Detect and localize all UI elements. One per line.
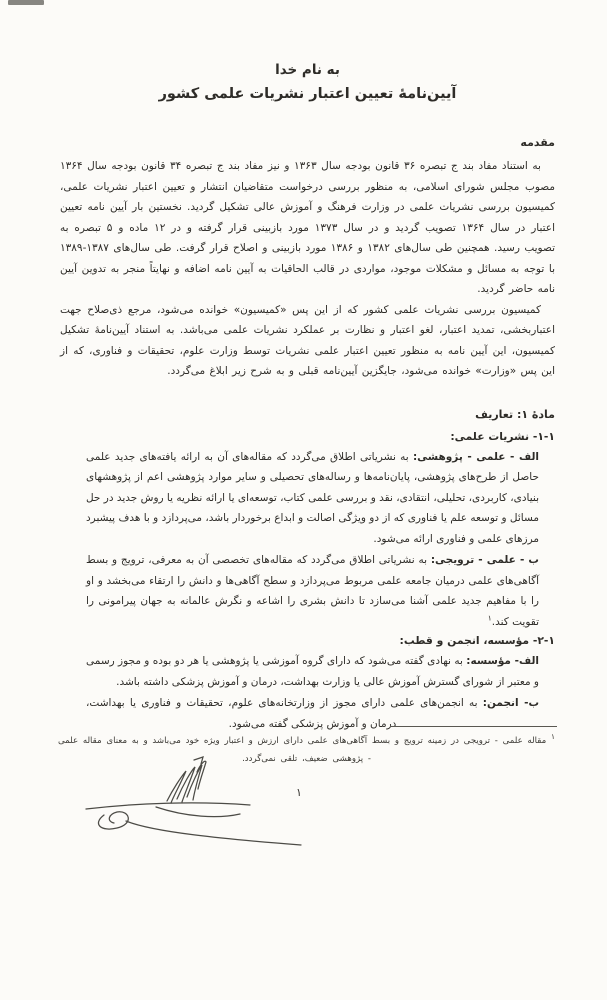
definition-label: الف- مؤسسه:	[466, 655, 539, 667]
definition-item-scientific-promotional	[86, 550, 539, 632]
footnote-reference-mark: ۱	[487, 613, 492, 622]
footnote-text: مقاله علمی - ترویجی در زمینه ترویج و بسط آگاهی‌های علمی دارای ارزش و اعتبار ویژه خود می‌باشد و به معنای مقاله علمی - پژوهشی ضعیف، تلقی نمی‌گردد.	[58, 736, 547, 764]
clause-1-1-heading	[60, 430, 555, 443]
clause-1-2-number: ۱‏-۲-	[532, 634, 555, 647]
intro-paragraph-1: به استناد مفاد بند ج تبصره ۳۶ قانون بودجه سال ۱۳۶۳ و نیز مفاد بند ج تبصره ۳۴ قانون بودجه سال ۱۳۶۴ مصوب مجلس شورای اسلامی، به منظور بررسی درخواست متقاضیان انتشار و تعیین اعتبار نشریات علمی، کمیسیون بررسی نشریات علمی در وزارت فرهنگ و آموزش عالی تشکیل گردید. نخستین بار آیین نامه تعیین اعتبار در سال ۱۳۶۴ تصویب گردید و در سال ۱۳۷۳ مورد بازبینی قرار گرفته و در ۱۲ ماده و ۵ تبصره به تصویب رسید. همچنین طی سال‌های ۱۳۸۲ و ۱۳۸۶ مورد بازبینی و اصلاح قرار گرفت. طی سال‌های ۱۳۸۷‏-۱۳۸۹ با توجه به مسائل و مشکلات موجود، مواردی در قالب الحاقیات به آیین نامه اضافه و نهایتاً منجر به تدوین آیین نامه حاضر گردید.	[60, 160, 556, 295]
definition-label: الف - علمی - پژوهشی:	[412, 450, 539, 463]
clause-1-2-heading	[60, 634, 555, 647]
footnote-marker: ۱	[550, 732, 555, 742]
definition-text: به نشریاتی اطلاق می‌گردد که مقاله‌های تخصصی آن به معرفی، ترویج و بسط آگاهی‌های علمی درمیان جامعه علمی مربوط می‌پردازد و سطح آگاهی‌ها و دانش را ارتقاء می‌بخشد و او را با مفاهیم جدید علمی آشنا می‌سازد تا دانش بشری را اشاعه و نگرش عالمانه به جهان پیرامونی را تقویت کند.	[86, 554, 539, 628]
page-number: ۱	[296, 786, 302, 799]
definition-text: به نشریاتی اطلاق می‌گردد که مقاله‌های آن به ارائه یافته‌های جدید علمی حاصل از طرح‌های پژوهشی، پایان‌نامه‌ها و رساله‌های تحصیلی و سایر موارد پژوهشی اعم از پژوهشهای بنیادی، کاربردی، تحلیلی، انتقادی، نقد و بررسی علمی کتاب، توسعه‌ای یا ارائه نظریه یا روش جدید در حل مسائل و توسعه علم یا فناوری که از دو ویژگی اصالت و ابداع برخوردار باشد، می‌پردازد و با هدف پیشبرد مرزهای علمی و فناوری ارائه می‌شود.	[85, 450, 539, 545]
definition-label: ب - علمی - ترویجی:	[430, 554, 539, 566]
footnote-separator-line	[390, 726, 557, 727]
clause-1-1-number: ۱-۱-	[532, 429, 555, 443]
signature-scrawl	[68, 756, 323, 848]
bismillah-heading: به نام خدا	[275, 62, 340, 78]
intro-paragraph-2: کمیسیون بررسی نشریات علمی کشور که از این پس «کمیسیون» خوانده می‌شود، مرجع ذی‌صلاح جهت اعتباربخشی، تمدید اعتبار، لغو اعتبار و نظارت بر عملکرد نشریات علمی می‌باشد. به استناد آیین‌نامهٔ تشکیل کمیسیون، این آیین نامه به منظور تعیین اعتبار علمی نشریات توسط وزارت علوم، تحقیقات و فناوری، که از این پس «وزارت» خوانده می‌شود، جایگزین آیین‌نامه قبلی و به شرح زیر ابلاغ می‌گردد.	[60, 303, 555, 377]
definition-item-scientific-research	[86, 447, 539, 550]
definition-text: به نهادی گفته می‌شود که دارای گروه آموزشی یا پژوهشی یا هر دو بوده و مجوز رسمی و معتبر از شورای گسترش آموزش عالی یا وزارت بهداشت، درمان و آموزش پزشکی داشته باشد.	[86, 655, 539, 688]
definition-text: به انجمن‌های علمی دارای مجوز از وزارتخانه‌های علوم، تحقیقات و فناوری یا بهداشت، درمان و آموزش پزشکی گفته می‌شود.	[86, 697, 478, 730]
page-title: آیین‌نامهٔ تعیین اعتبار نشریات علمی کشور	[158, 86, 457, 102]
definition-item-association	[86, 693, 539, 734]
definition-label: ب- انجمن:	[482, 697, 539, 709]
clause-1-2-title: مؤسسه، انجمن و قطب:	[399, 634, 530, 647]
intro-heading: مقدمه	[520, 136, 555, 149]
definition-item-institution	[86, 651, 539, 692]
clause-1-1-title: نشریات علمی:	[450, 429, 530, 443]
article-1-heading: مادهٔ ۱: تعاریف	[475, 407, 555, 421]
